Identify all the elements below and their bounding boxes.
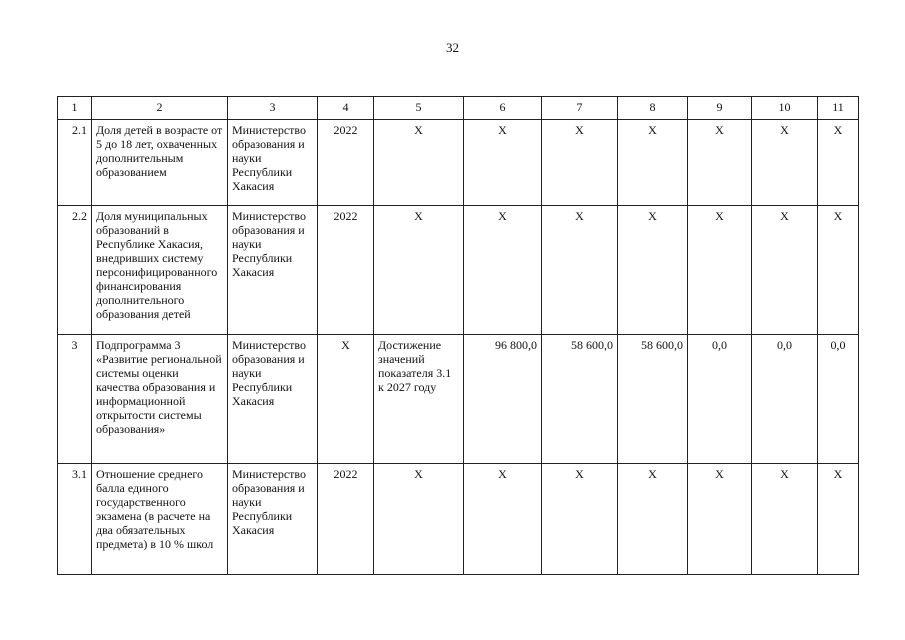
executor-cell: Министерство образования и науки Республики Хакасия [228, 464, 318, 575]
column-header: 8 [618, 97, 688, 120]
column-header: 5 [374, 97, 464, 120]
cell-col9: X [688, 206, 752, 335]
cell-col7: 58 600,0 [542, 335, 618, 464]
executor-cell: Министерство образования и науки Республики Хакасия [228, 120, 318, 206]
column-header: 1 [58, 97, 92, 120]
indicator-table [57, 96, 859, 575]
column-header: 9 [688, 97, 752, 120]
indicator-name: Доля муниципальных образований в Республике Хакасия, внедривших систему персонифицированного финансирования дополнительного образования детей [92, 206, 228, 335]
cell-col8: 58 600,0 [618, 335, 688, 464]
cell-col10: X [752, 464, 818, 575]
indicator-name: Доля детей в возрасте от 5 до 18 лет, охваченных дополнительным образованием [92, 120, 228, 206]
table-row [58, 206, 859, 335]
cell-col11: X [818, 206, 859, 335]
cell-col9: X [688, 120, 752, 206]
cell-col11: X [818, 120, 859, 206]
column-header: 3 [228, 97, 318, 120]
column-header: 10 [752, 97, 818, 120]
row-number: 3.1 [58, 464, 92, 575]
indicator-name: Отношение среднего балла единого государственного экзамена (в расчете на два обязательных предмета) в 10 % школ [92, 464, 228, 575]
cell-col7: X [542, 464, 618, 575]
table-header-row [58, 97, 859, 120]
year-cell: 2022 [318, 464, 374, 575]
column-header: 11 [818, 97, 859, 120]
cell-col10: X [752, 120, 818, 206]
cell-col5: Достижение значений показателя 3.1 к 2027 году [374, 335, 464, 464]
year-cell: X [318, 335, 374, 464]
row-number: 2.2 [58, 206, 92, 335]
table-row [58, 120, 859, 206]
cell-col5: X [374, 206, 464, 335]
executor-cell: Министерство образования и науки Республики Хакасия [228, 206, 318, 335]
cell-col7: X [542, 206, 618, 335]
row-number: 3 [58, 335, 92, 464]
cell-col7: X [542, 120, 618, 206]
cell-col8: X [618, 120, 688, 206]
row-number: 2.1 [58, 120, 92, 206]
indicator-name: Подпрограмма 3 «Развитие региональной системы оценки качества образования и информационной открытости системы образования» [92, 335, 228, 464]
column-header: 4 [318, 97, 374, 120]
table-row [58, 335, 859, 464]
column-header: 6 [464, 97, 542, 120]
cell-col9: 0,0 [688, 335, 752, 464]
cell-col6: X [464, 464, 542, 575]
cell-col8: X [618, 464, 688, 575]
page-number: 32 [446, 40, 459, 55]
cell-col10: X [752, 206, 818, 335]
cell-col10: 0,0 [752, 335, 818, 464]
cell-col11: X [818, 464, 859, 575]
cell-col5: X [374, 120, 464, 206]
column-header: 7 [542, 97, 618, 120]
cell-col9: X [688, 464, 752, 575]
cell-col6: X [464, 120, 542, 206]
year-cell: 2022 [318, 120, 374, 206]
cell-col11: 0,0 [818, 335, 859, 464]
table-row [58, 464, 859, 575]
cell-col6: X [464, 206, 542, 335]
cell-col5: X [374, 464, 464, 575]
executor-cell: Министерство образования и науки Республики Хакасия [228, 335, 318, 464]
column-header: 2 [92, 97, 228, 120]
year-cell: 2022 [318, 206, 374, 335]
cell-col6: 96 800,0 [464, 335, 542, 464]
cell-col8: X [618, 206, 688, 335]
